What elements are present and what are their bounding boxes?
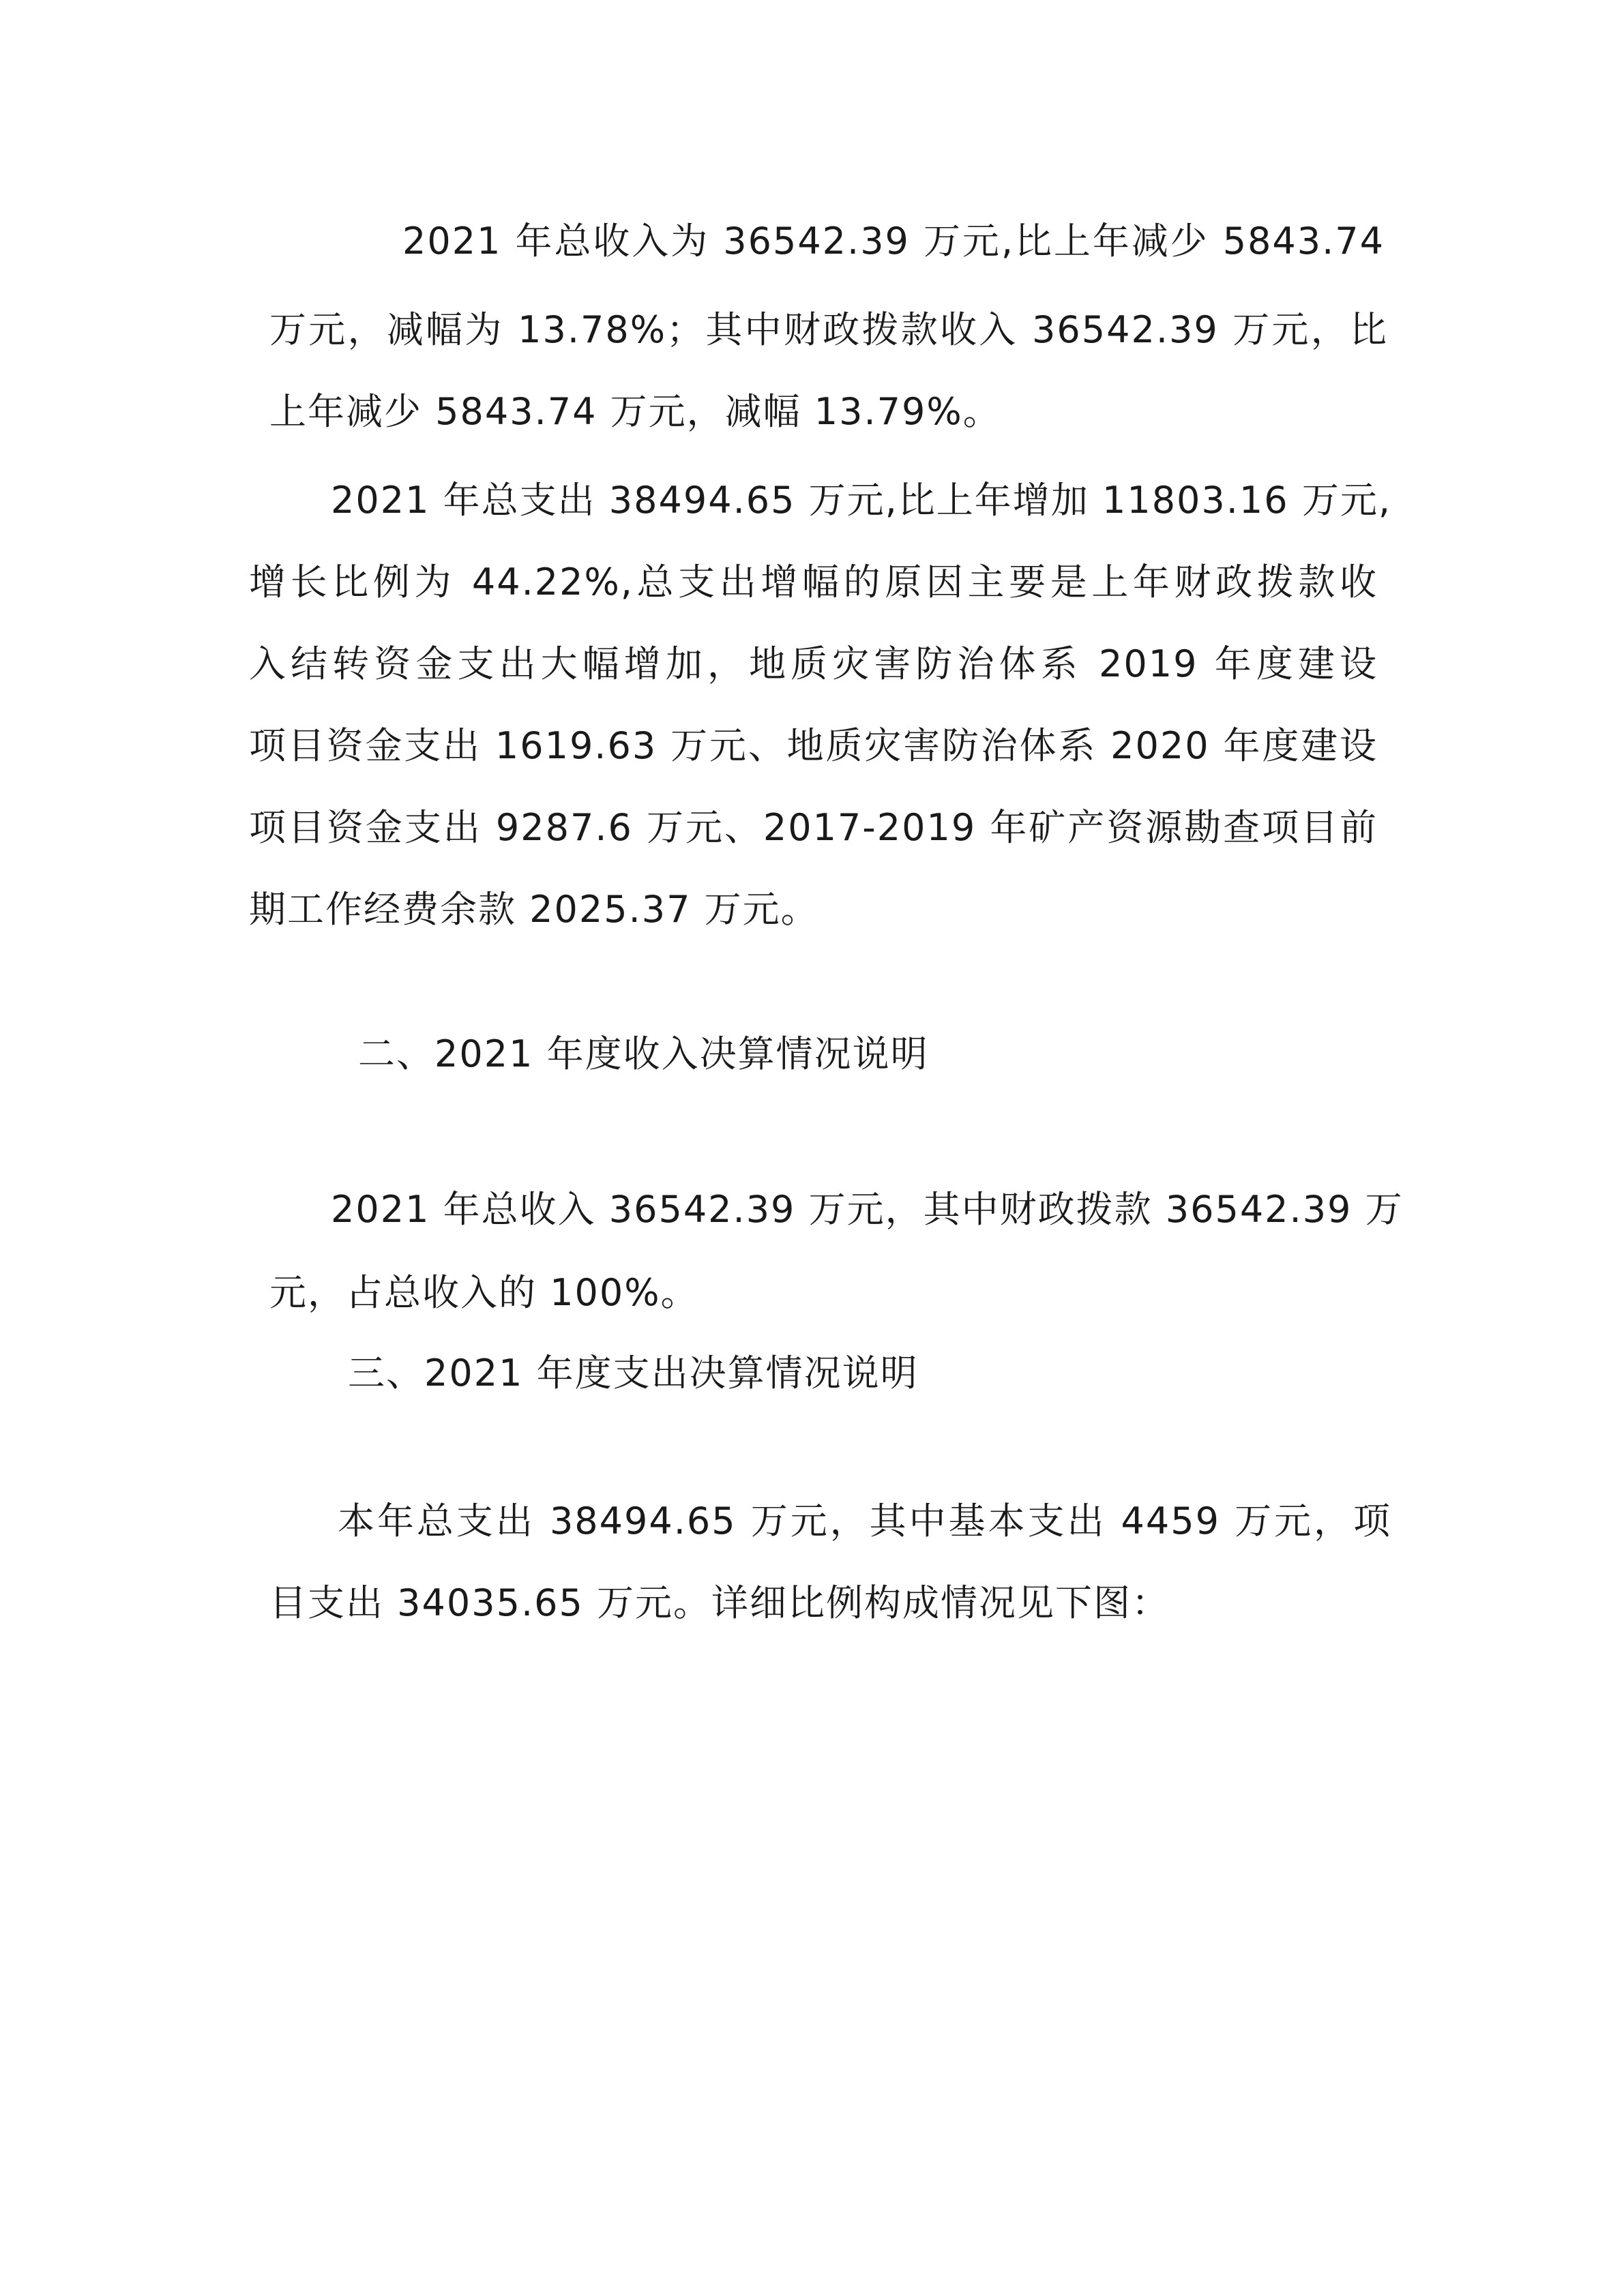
expenditure-detail-line-1: 本年总支出 38494.65 万元，其中基本支出 4459 万元，项 <box>338 1500 1391 1542</box>
expenditure-summary-line-4: 项目资金支出 1619.63 万元、地质灾害防治体系 2020 年度建设 <box>249 724 1378 767</box>
expenditure-summary-line-5: 项目资金支出 9287.6 万元、2017-2019 年矿产资源勘查项目前 <box>249 806 1378 849</box>
income-detail-line-1: 2021 年总收入 36542.39 万元，其中财政拨款 36542.39 万 <box>331 1188 1404 1231</box>
section-heading-expenditure: 三、2021 年度支出决算情况说明 <box>348 1352 919 1395</box>
expenditure-summary-line-6: 期工作经费余款 2025.37 万元。 <box>249 888 819 931</box>
expenditure-summary-line-3: 入结转资金支出大幅增加，地质灾害防治体系 2019 年度建设 <box>249 642 1378 685</box>
income-summary-line-2: 万元，减幅为 13.78%；其中财政拨款收入 36542.39 万元，比 <box>269 308 1388 351</box>
expenditure-summary-line-2: 增长比例为 44.22%,总支出增幅的原因主要是上年财政拨款收 <box>249 561 1378 603</box>
income-detail-line-2: 元，占总收入的 100%。 <box>269 1271 699 1314</box>
income-summary-line-1: 2021 年总收入为 36542.39 万元,比上年减少 5843.74 <box>402 220 1385 263</box>
income-summary-line-3: 上年减少 5843.74 万元，减幅 13.79%。 <box>269 390 1001 433</box>
section-heading-income: 二、2021 年度收入决算情况说明 <box>358 1032 929 1075</box>
expenditure-summary-line-1: 2021 年总支出 38494.65 万元,比上年增加 11803.16 万元, <box>331 479 1391 522</box>
expenditure-detail-line-2: 目支出 34035.65 万元。详细比例构成情况见下图： <box>269 1581 1170 1624</box>
